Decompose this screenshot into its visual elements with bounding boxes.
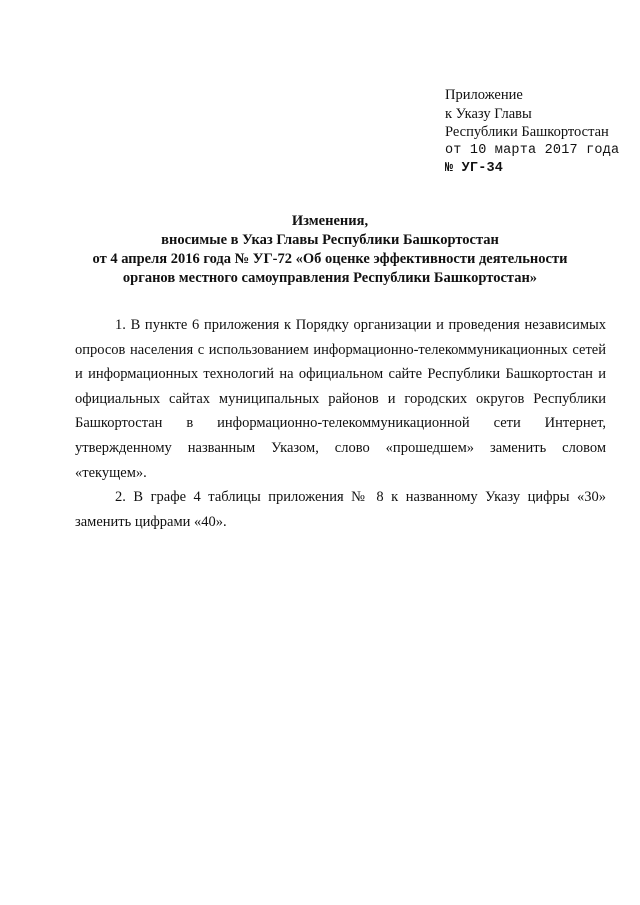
paragraph-1: 1. В пункте 6 приложения к Порядку организации и проведения независимых опросов населения с использованием информационно-телекоммуникационных сетей и информационных технологий на официальном сайте Республики Башкортостан и официальных сайтах муниципальных районов и городских округов Республики Башкортостан в информационно-телекоммуникационной сети Интернет, утвержденному названным Указом, слово «прошедшем» заменить словом «текущем». bbox=[75, 317, 606, 481]
appendix-republic: Республики Башкортостан bbox=[445, 124, 609, 140]
paragraph-2: 2. В графе 4 таблицы приложения № 8 к названному Указу цифры «30» заменить цифрами «40». bbox=[75, 489, 606, 530]
appendix-decree-reference: к Указу Главы bbox=[445, 105, 532, 122]
appendix-label: Приложение bbox=[445, 87, 523, 103]
document-title bbox=[60, 212, 600, 288]
title-decree-name-line1: от 4 апреля 2016 года № УГ-72 «Об оценке эффективности деятельности bbox=[92, 251, 568, 267]
title-subheading: вносимые в Указ Главы Республики Башкортостан bbox=[161, 232, 499, 248]
document-body bbox=[75, 313, 606, 534]
appendix-block bbox=[445, 86, 630, 179]
title-heading: Изменения, bbox=[291, 213, 369, 229]
appendix-date: от 10 марта 2017 года bbox=[445, 142, 620, 158]
appendix-number: № УГ-34 bbox=[445, 161, 504, 176]
title-decree-name-line2: органов местного самоуправления Республики Башкортостан» bbox=[122, 270, 538, 286]
